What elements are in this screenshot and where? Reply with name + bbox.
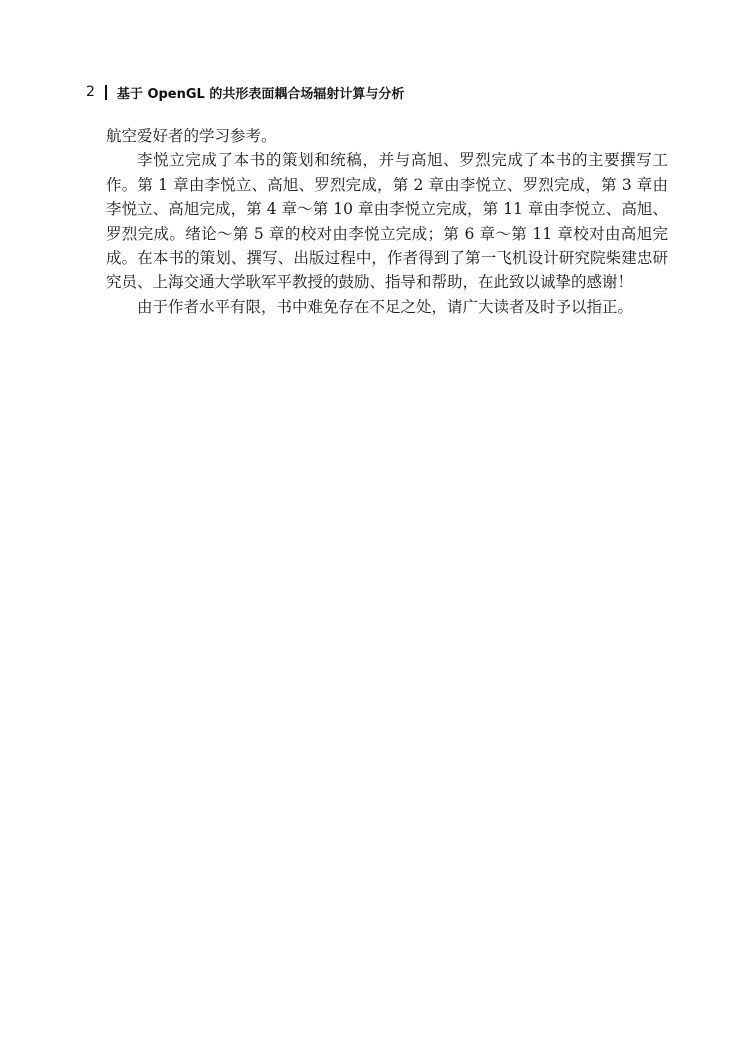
page-number: 2 bbox=[86, 84, 95, 100]
header-separator bbox=[105, 85, 107, 100]
running-head-title: 基于 OpenGL 的共形表面耦合场辐射计算与分析 bbox=[116, 86, 405, 102]
paragraph-continuation: 航空爱好者的学习参考。 bbox=[106, 127, 277, 145]
paragraph-closing: 由于作者水平有限，书中难免存在不足之处，请广大读者及时予以指正。 bbox=[137, 297, 634, 316]
body-text bbox=[106, 124, 668, 319]
paragraph-authorship: 李悦立完成了本书的策划和统稿，并与高旭、罗烈完成了本书的主要撰写工作。第 1 章由李悦立、高旭、罗烈完成，第 2 章由李悦立、罗烈完成，第 3 章由李悦立、高旭完成，第 4 章～第 10 章由李悦立完成，第 11 章由李悦立、高旭、罗烈完成。绪论～第 5 章的校对由李悦立完成；第 6 章～第 11 章校对由高旭完成。在本书的策划、撰写、出版过程中，作者得到了第一飞机设计研究院柴建忠研究员、上海交通大学耿军平教授的鼓励、指导和帮助，在此致以诚挚的感谢！ bbox=[106, 151, 668, 292]
running-header bbox=[86, 82, 404, 102]
